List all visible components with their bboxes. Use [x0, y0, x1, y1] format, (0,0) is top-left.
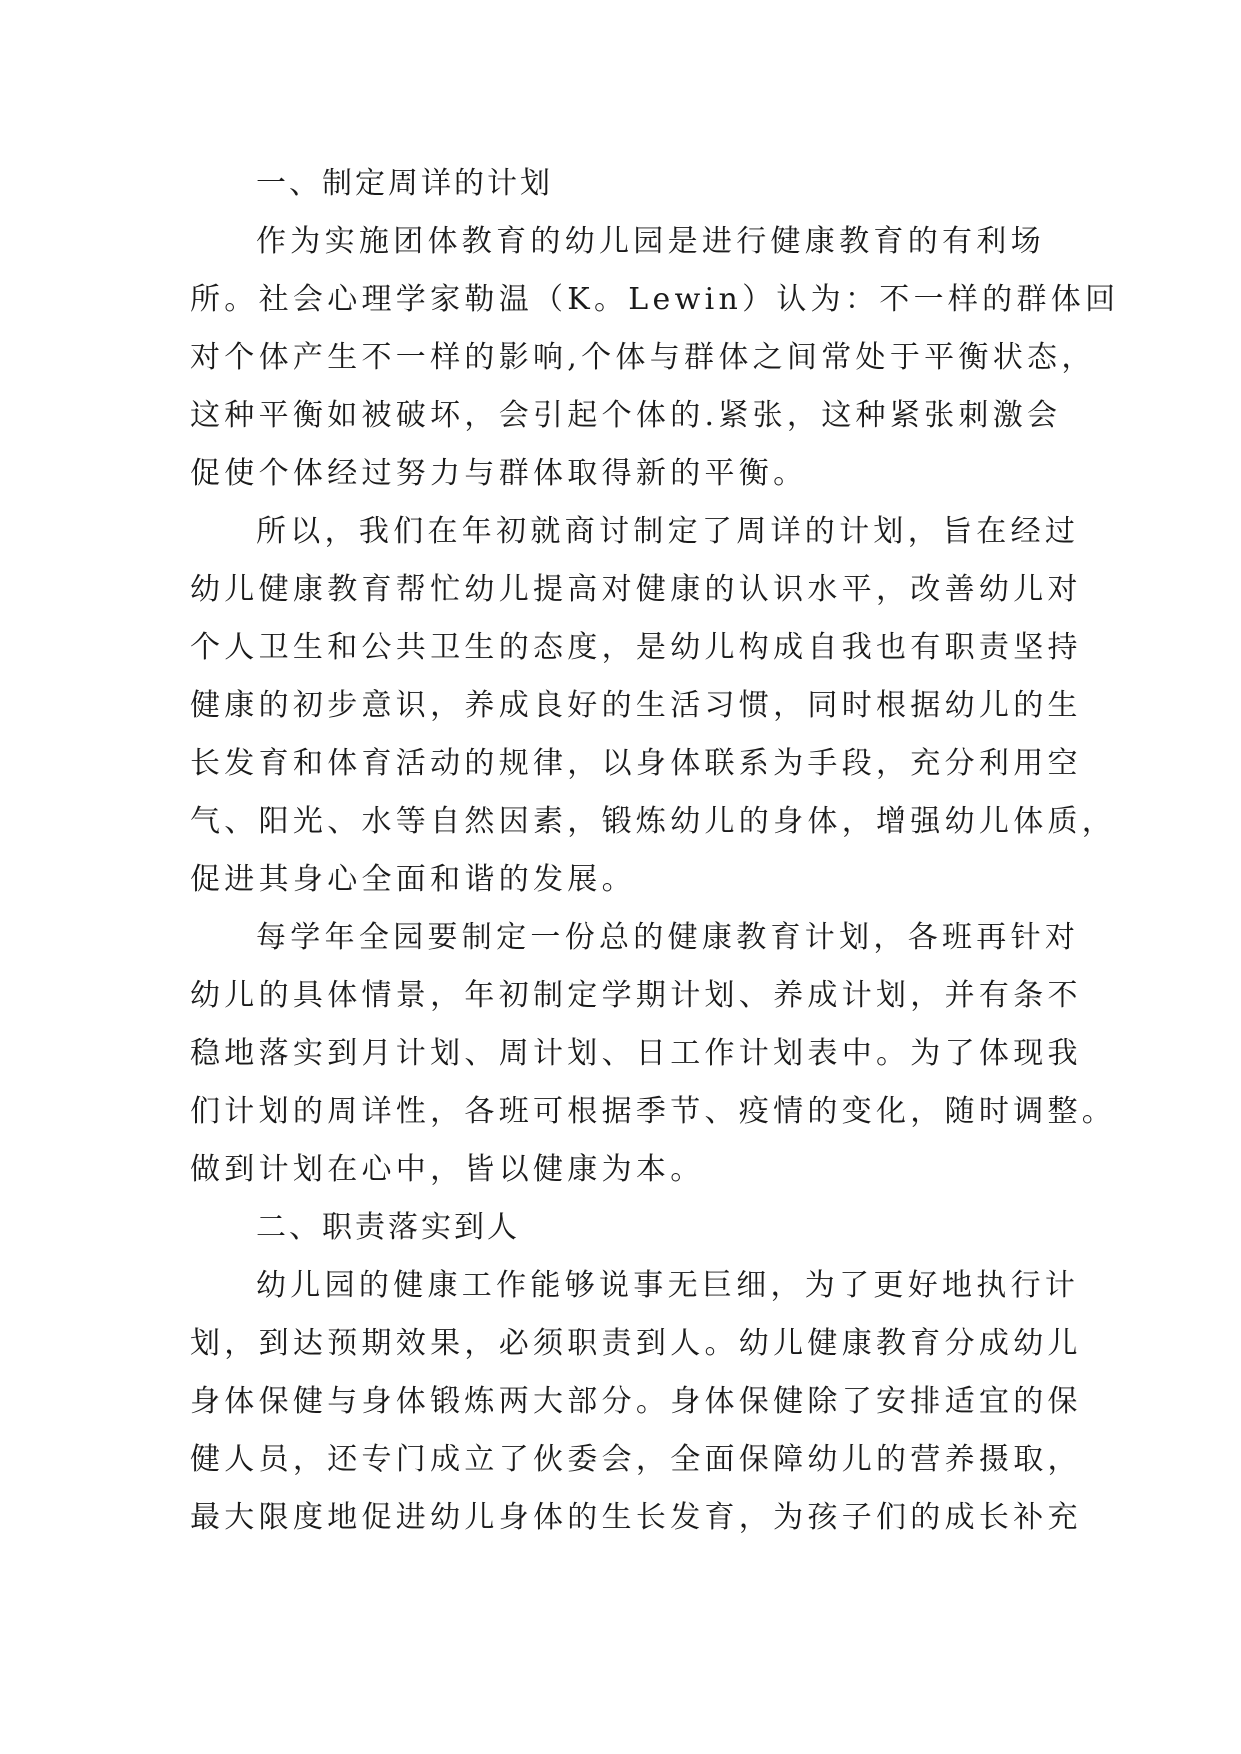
- paragraph-line: 这种平衡如被破坏，会引起个体的.紧张，这种紧张刺激会: [190, 398, 1062, 433]
- paragraph-line: 所以，我们在年初就商讨制定了周详的计划，旨在经过: [256, 514, 1080, 549]
- document-body: [190, 155, 1120, 1547]
- paragraph-line: 长发育和体育活动的规律，以身体联系为手段，充分利用空: [190, 746, 1082, 781]
- paragraph-line: 身体保健与身体锻炼两大部分。身体保健除了安排适宜的保: [190, 1384, 1082, 1419]
- section-heading-1: 一、制定周详的计划: [256, 166, 553, 201]
- paragraph-line: 所。社会心理学家勒温（K。Lewin）认为：不一样的群体回: [190, 282, 1120, 317]
- paragraph-line: 划，到达预期效果，必须职责到人。幼儿健康教育分成幼儿: [190, 1326, 1082, 1361]
- paragraph-line: 促使个体经过努力与群体取得新的平衡。: [190, 456, 808, 491]
- paragraph-2: [190, 503, 1117, 909]
- paragraph-line: 们计划的周详性，各班可根据季节、疫情的变化，随时调整。: [190, 1094, 1117, 1129]
- paragraph-line: 做到计划在心中，皆以健康为本。: [190, 1152, 705, 1187]
- section-heading-2: 二、职责落实到人: [256, 1210, 520, 1245]
- paragraph-line: 作为实施团体教育的幼儿园是进行健康教育的有利场: [256, 224, 1045, 259]
- paragraph-line: 气、阳光、水等自然因素，锻炼幼儿的身体，增强幼儿体质，: [190, 804, 1117, 839]
- paragraph-3: [190, 909, 1117, 1199]
- paragraph-line: 对个体产生不一样的影响,个体与群体之间常处于平衡状态，: [190, 340, 1096, 375]
- paragraph-line: 幼儿园的健康工作能够说事无巨细，为了更好地执行计: [256, 1268, 1080, 1303]
- paragraph-line: 最大限度地促进幼儿身体的生长发育，为孩子们的成长补充: [190, 1500, 1082, 1535]
- paragraph-1: [190, 213, 1120, 503]
- paragraph-line: 每学年全园要制定一份总的健康教育计划，各班再针对: [256, 920, 1080, 955]
- paragraph-line: 稳地落实到月计划、周计划、日工作计划表中。为了体现我: [190, 1036, 1082, 1071]
- paragraph-line: 健康的初步意识，养成良好的生活习惯，同时根据幼儿的生: [190, 688, 1082, 723]
- paragraph-line: 幼儿健康教育帮忙幼儿提高对健康的认识水平，改善幼儿对: [190, 572, 1082, 607]
- paragraph-line: 促进其身心全面和谐的发展。: [190, 862, 636, 897]
- paragraph-line: 个人卫生和公共卫生的态度，是幼儿构成自我也有职责坚持: [190, 630, 1082, 665]
- paragraph-line: 健人员，还专门成立了伙委会，全面保障幼儿的营养摄取，: [190, 1442, 1082, 1477]
- paragraph-line: 幼儿的具体情景，年初制定学期计划、养成计划，并有条不: [190, 978, 1082, 1013]
- paragraph-4: [190, 1257, 1082, 1547]
